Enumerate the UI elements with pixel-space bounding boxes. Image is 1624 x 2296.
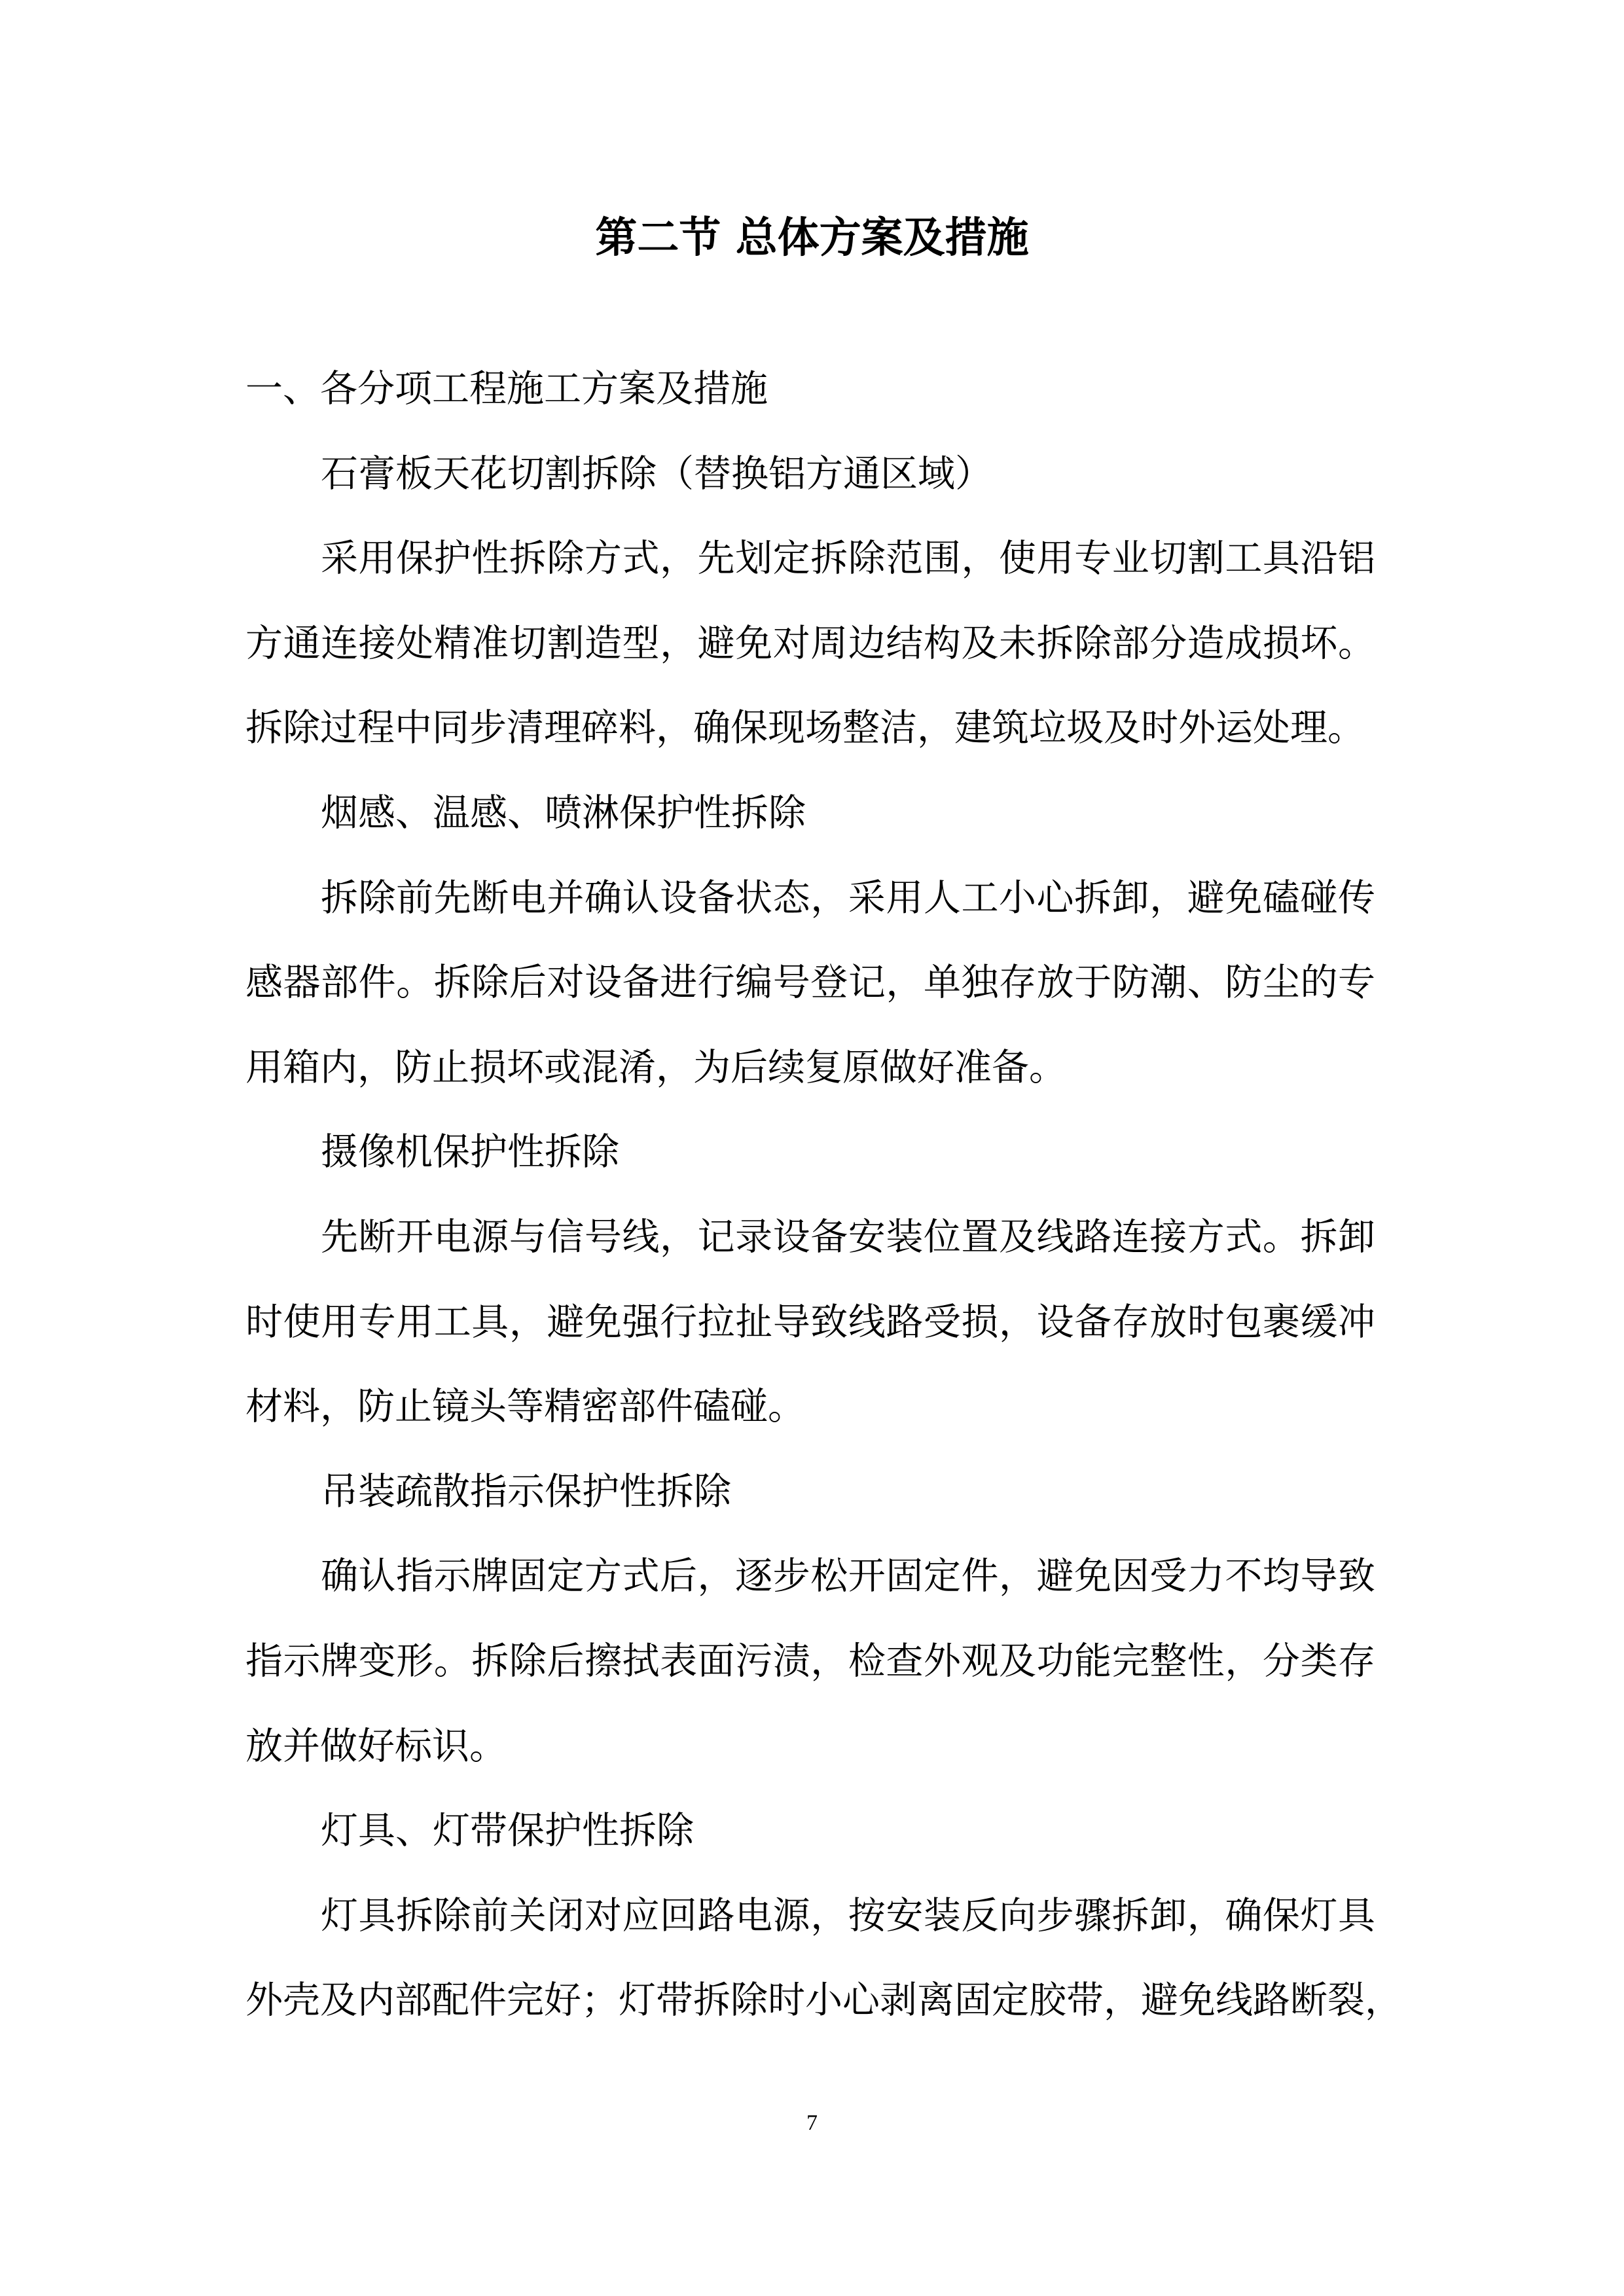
- text-line: 确认指示牌固定方式后，逐步松开固定件，避免因受力不均导致: [321, 1554, 1375, 1598]
- text-line: 感器部件。拆除后对设备进行编号登记，单独存放于防潮、防尘的专: [245, 961, 1375, 1005]
- text-line: 摄像机保护性拆除: [321, 1130, 619, 1174]
- text-line: 外壳及内部配件完好；灯带拆除时小心剥离固定胶带，避免线路断裂，: [245, 1979, 1402, 2022]
- text-line: 放并做好标识。: [245, 1724, 507, 1768]
- document-body: [245, 347, 1402, 2043]
- page-number: 7: [806, 2111, 818, 2135]
- text-line: 采用保护性拆除方式，先划定拆除范围，使用专业切割工具沿铝: [321, 537, 1375, 581]
- text-line: 材料，防止镜头等精密部件磕碰。: [245, 1385, 805, 1429]
- text-line: 石膏板天花切割拆除（替换铝方通区域）: [321, 452, 992, 495]
- text-line: 用箱内，防止损坏或混淆，为后续复原做好准备。: [245, 1045, 1066, 1089]
- text-line: 先断开电源与信号线，记录设备安装位置及线路连接方式。拆卸: [321, 1215, 1375, 1259]
- text-line: 一、各分项工程施工方案及措施: [245, 367, 768, 410]
- text-line: 指示牌变形。拆除后擦拭表面污渍，检查外观及功能完整性，分类存: [245, 1639, 1375, 1683]
- text-line: 拆除前先断电并确认设备状态，采用人工小心拆卸，避免磕碰传: [321, 876, 1375, 920]
- text-line: 灯具、灯带保护性拆除: [321, 1809, 694, 1853]
- text-line: 灯具拆除前关闭对应回路电源，按安装反向步骤拆卸，确保灯具: [321, 1893, 1375, 1937]
- text-line: 吊装疏散指示保护性拆除: [321, 1469, 731, 1513]
- text-line: 方通连接处精准切割造型，避免对周边结构及未拆除部分造成损坏。: [245, 621, 1375, 665]
- text-line: 拆除过程中同步清理碎料，确保现场整洁，建筑垃圾及时外运处理。: [245, 706, 1365, 750]
- section-title: 第二节 总体方案及措施: [595, 213, 1029, 262]
- text-line: 烟感、温感、喷淋保护性拆除: [321, 791, 806, 834]
- text-line: 时使用专用工具，避免强行拉扯导致线路受损，设备存放时包裹缓冲: [245, 1300, 1375, 1344]
